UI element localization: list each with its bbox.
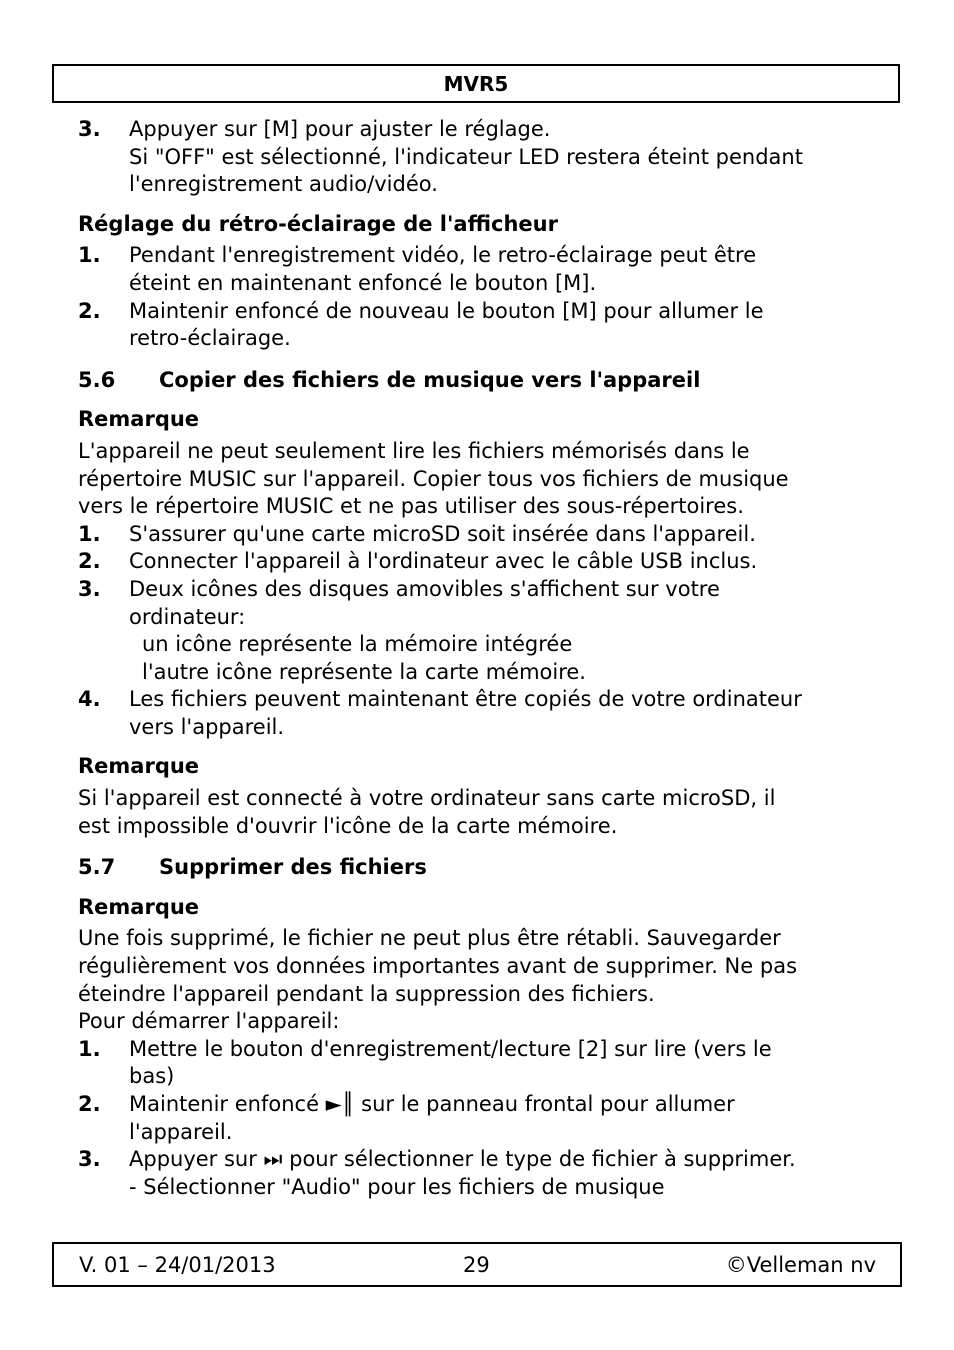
item-line: Les fichiers peuvent maintenant être copiés de votre ordinateur — [129, 687, 802, 712]
list-item — [78, 521, 878, 549]
item-line: retro-éclairage. — [129, 326, 291, 351]
section-title: Copier des fichiers de musique vers l'appareil — [159, 367, 701, 392]
list-item — [78, 1036, 878, 1091]
note-paragraph — [78, 438, 878, 521]
list-item — [78, 576, 878, 686]
item-number: 2. — [78, 549, 101, 574]
section-heading-5-7 — [78, 854, 878, 882]
paragraph-line: régulièrement vos données importantes avant de supprimer. Ne pas — [78, 954, 798, 979]
header-title: MVR5 — [443, 71, 509, 96]
item-number: 4. — [78, 687, 101, 712]
list-item — [78, 548, 878, 576]
list-item — [78, 1146, 878, 1201]
paragraph-line: Une fois supprimé, le fichier ne peut plus être rétabli. Sauvegarder — [78, 926, 781, 951]
paragraph-line: Pour démarrer l'appareil: — [78, 1009, 340, 1034]
page-content — [78, 116, 878, 1201]
footer-page-number: 29 — [463, 1253, 490, 1277]
list-item — [78, 1091, 878, 1146]
note-heading: Remarque — [78, 894, 200, 919]
note-paragraph — [78, 925, 878, 1035]
item-line: vers l'appareil. — [129, 714, 285, 739]
item-line: S'assurer qu'une carte microSD soit insérée dans l'appareil. — [129, 521, 756, 546]
item-line: l'enregistrement audio/vidéo. — [129, 172, 438, 197]
item-line: éteint en maintenant enfoncé le bouton [M]. — [129, 270, 597, 295]
item-line: Connecter l'appareil à l'ordinateur avec le câble USB inclus. — [129, 549, 758, 574]
item-line: Si "OFF" est sélectionné, l'indicateur LED restera éteint pendant — [129, 144, 803, 169]
item-line: Maintenir enfoncé ►║ sur le panneau frontal pour allumer — [129, 1092, 735, 1116]
item-number: 3. — [78, 117, 101, 141]
page-header — [52, 64, 900, 103]
footer-version: V. 01 – 24/01/2013 — [79, 1253, 276, 1277]
item-line: bas) — [129, 1064, 175, 1089]
item-line: l'appareil. — [129, 1119, 233, 1144]
paragraph-line: est impossible d'ouvrir l'icône de la carte mémoire. — [78, 813, 618, 838]
section-number: 5.7 — [78, 855, 116, 880]
item-number: 2. — [78, 1092, 101, 1116]
paragraph-line: Si l'appareil est connecté à votre ordinateur sans carte microSD, il — [78, 786, 776, 811]
subsection-heading: Réglage du rétro-éclairage de l'afficheur — [78, 211, 558, 236]
list-item — [78, 116, 878, 199]
item-number: 1. — [78, 243, 101, 268]
list-item — [78, 242, 878, 297]
item-line: Pendant l'enregistrement vidéo, le retro-éclairage peut être — [129, 243, 757, 268]
item-number: 1. — [78, 521, 101, 546]
list-item — [78, 686, 878, 741]
item-number: 3. — [78, 576, 101, 601]
item-line: Mettre le bouton d'enregistrement/lecture [2] sur lire (vers le — [129, 1036, 772, 1061]
item-line: - Sélectionner "Audio" pour les fichiers de musique — [129, 1174, 665, 1199]
item-number: 2. — [78, 298, 101, 323]
paragraph-line: éteindre l'appareil pendant la suppression des fichiers. — [78, 981, 655, 1006]
item-subline: l'autre icône représente la carte mémoire. — [142, 659, 586, 684]
note-heading: Remarque — [78, 754, 200, 779]
section-number: 5.6 — [78, 367, 116, 392]
item-number: 3. — [78, 1147, 101, 1172]
page-footer — [52, 1242, 902, 1287]
item-line: Maintenir enfoncé de nouveau le bouton [M] pour allumer le — [129, 298, 764, 323]
item-line: Deux icônes des disques amovibles s'affichent sur votre — [129, 576, 720, 601]
footer-copyright: ©Velleman nv — [725, 1253, 876, 1277]
item-line: Appuyer sur ⏭ pour sélectionner le type de fichier à supprimer. — [129, 1147, 796, 1172]
paragraph-line: L'appareil ne peut seulement lire les fichiers mémorisés dans le — [78, 438, 750, 463]
paragraph-line: répertoire MUSIC sur l'appareil. Copier tous vos fichiers de musique — [78, 466, 789, 491]
note-paragraph — [78, 785, 878, 840]
note-heading: Remarque — [78, 407, 200, 432]
item-line: Appuyer sur [M] pour ajuster le réglage. — [129, 117, 551, 141]
item-subline: un icône représente la mémoire intégrée — [142, 632, 573, 657]
paragraph-line: vers le répertoire MUSIC et ne pas utiliser des sous-répertoires. — [78, 494, 744, 519]
section-title: Supprimer des fichiers — [159, 855, 427, 880]
item-number: 1. — [78, 1036, 101, 1061]
section-heading-5-6 — [78, 367, 878, 395]
item-line: ordinateur: — [129, 604, 246, 629]
list-item — [78, 298, 878, 353]
